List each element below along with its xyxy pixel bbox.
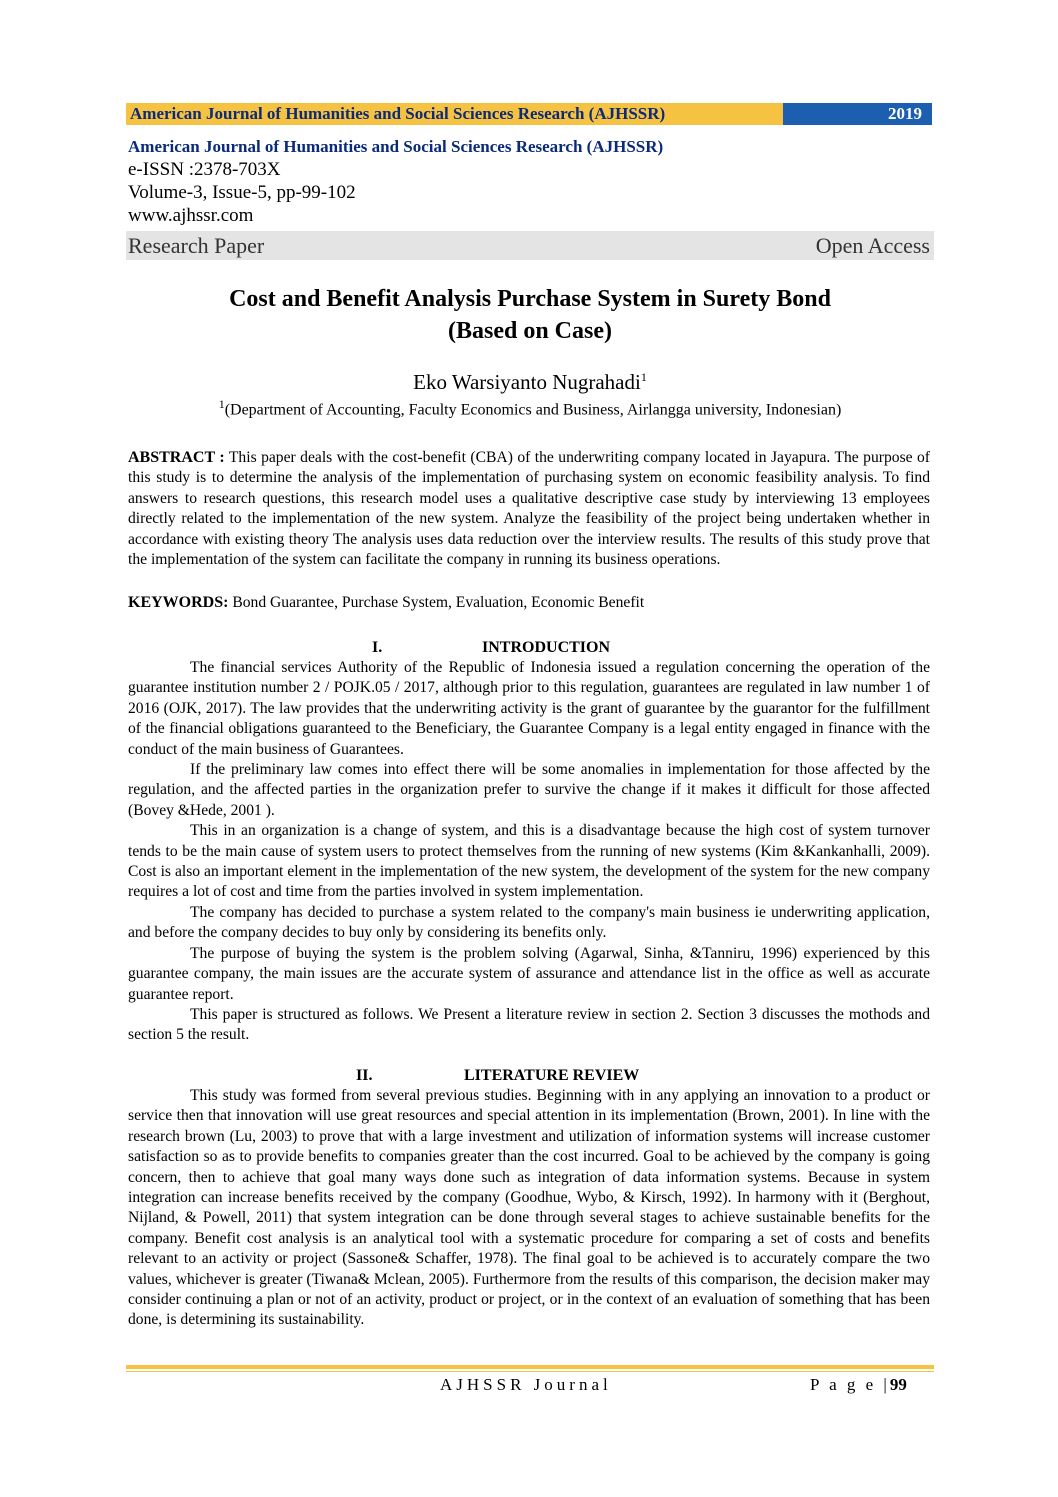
abstract (128, 448, 930, 570)
paragraph: The company has decided to purchase a system related to the company's main business ie underwriting application, and before the company decides to buy only by considering its benefits only. (128, 903, 930, 942)
author-name: Eko Warsiyanto Nugrahadi (413, 370, 641, 394)
page-label: P a g e | (810, 1375, 890, 1394)
keywords-text: Bond Guarantee, Purchase System, Evaluation, Economic Benefit (228, 594, 645, 611)
eissn: e-ISSN :2378-703X (128, 159, 281, 180)
footer-rule-thin (126, 1371, 934, 1372)
paragraph: If the preliminary law comes into effect there will be some anomalies in implementation for those affected by the regulation, and the affected parties in the organization prefer to survive the change if it makes it difficult for those affected (Bovey &Hede, 2001 ). (128, 761, 930, 819)
paragraph: The financial services Authority of the Republic of Indonesia issued a regulation concerning the operation of the guarantee institution number 2 / POJK.05 / 2017, although prior to this regulation, guarantees are regulated in law number 1 of 2016 (OJK, 2017). The law provides that the underwriting activity is the grant of guarantee by the guarantor for the fulfillment of the financial obligations guaranteed to the Beneficiary, the Guarantee Company is a legal entity engaged in finance with the conduct of the main business of Guarantees. (128, 659, 930, 758)
title-line-2: (Based on Case) (447, 318, 612, 344)
author-superscript: 1 (640, 370, 647, 384)
author-line (126, 364, 934, 395)
abstract-text: This paper deals with the cost-benefit (CBA) of the underwriting company located in Jayapura. The purpose of this study is to determine the analysis of the implementation of purchasing system on economic feasibility analysis. To find answers to research questions, this research model uses a qualitative descriptive case study by interviewing 13 employees directly related to the implementation of the new system. Analyze the feasibility of the project being undertaken whether in accordance with existing theory The analysis uses data reduction over the interview results. The results of this study prove that the implementation of the system can facilitate the company in running its business operations. (128, 449, 931, 569)
paragraph: The purpose of buying the system is the problem solving (Agarwal, Sinha, &Tanniru, 1996) experienced by this guarantee company, the main issues are the accurate system of assurance and attendance list in the office as well as accurate guarantee report. (128, 944, 930, 1003)
footer-rule (126, 1365, 934, 1369)
journal-meta (128, 136, 934, 227)
volume-issue: Volume-3, Issue-5, pp-99-102 (128, 182, 356, 203)
section-title: LITERATURE REVIEW (464, 1067, 640, 1084)
section-title: INTRODUCTION (482, 639, 611, 656)
banner-year: 2019 (783, 103, 932, 125)
introduction-body (128, 658, 930, 1046)
paper-title (126, 283, 934, 347)
journal-title: American Journal of Humanities and Social Sciences Research (AJHSSR) (128, 137, 664, 156)
literature-review-body (128, 1086, 930, 1331)
paper-type: Research Paper (128, 232, 265, 258)
paragraph: This in an organization is a change of system, and this is a disadvantage because the high cost of system turnover tends to be the main cause of system users to protect themselves from the running of new systems (Kim &Kankanhalli, 2009). Cost is also an important element in the implementation of the new system, the development of the system for the new company requires a lot of cost and time from the parties involved in system implementation. (128, 822, 930, 901)
section-number: I. (372, 639, 383, 656)
access-type: Open Access (815, 232, 930, 258)
affiliation (126, 393, 934, 421)
page-number: 99 (889, 1375, 907, 1394)
abstract-label: ABSTRACT : (128, 449, 225, 466)
footer-page (810, 1375, 907, 1395)
section-number: II. (356, 1067, 373, 1084)
keywords-label: KEYWORDS: (128, 594, 229, 611)
banner-journal-name: American Journal of Humanities and Social Sciences Research (AJHSSR) (126, 103, 783, 125)
keywords (128, 593, 930, 613)
affiliation-text: (Department of Accounting, Faculty Economics and Business, Airlangga university, Indonesian) (224, 401, 842, 419)
title-line-1: Cost and Benefit Analysis Purchase System in Surety Bond (229, 286, 831, 312)
paragraph: This study was formed from several previous studies. Beginning with in any applying an innovation to a product or service then that innovation will use great resources and special attention in its implementation (Brown, 2001). In line with the research brown (Lu, 2003) to prove that with a large investment and utilization of information systems will increase customer satisfaction so as to provide benefits to companies greater than the cost incurred. Goal to be achieved by the company is going concern, then to achieve that goal many ways done such as integration of data information systems. Because in system integration can increase benefits received by the company (Goodhue, Wybo, & Kirsch, 1992). In harmony with it (Berghout, Nijland, & Powell, 2011) that system integration can be done through several stages to achieve sustainable benefits for the company. Benefit cost analysis is an analytical tool with a systematic procedure for comparing a set of costs and benefits relevant to an activity or project (Sassone& Schaffer, 1978). The final goal to be achieved is to accurately compare the two values, whichever is greater (Tiwana& Mclean, 2005). Furthermore from the results of this comparison, the decision maker may consider continuing a plan or not of an activity, product or project, or in the context of an evaluation of something that has been done, is determining its sustainability. (128, 1087, 930, 1329)
footer-journal: AJHSSR Journal (440, 1375, 612, 1394)
affiliation-superscript: 1 (218, 397, 225, 411)
paper-type-bar (126, 231, 934, 260)
journal-banner (126, 103, 932, 125)
journal-website: www.ajhssr.com (128, 205, 254, 226)
paragraph: This paper is structured as follows. We Present a literature review in section 2. Section 3 discusses the mothods and section 5 the result. (128, 1005, 930, 1044)
